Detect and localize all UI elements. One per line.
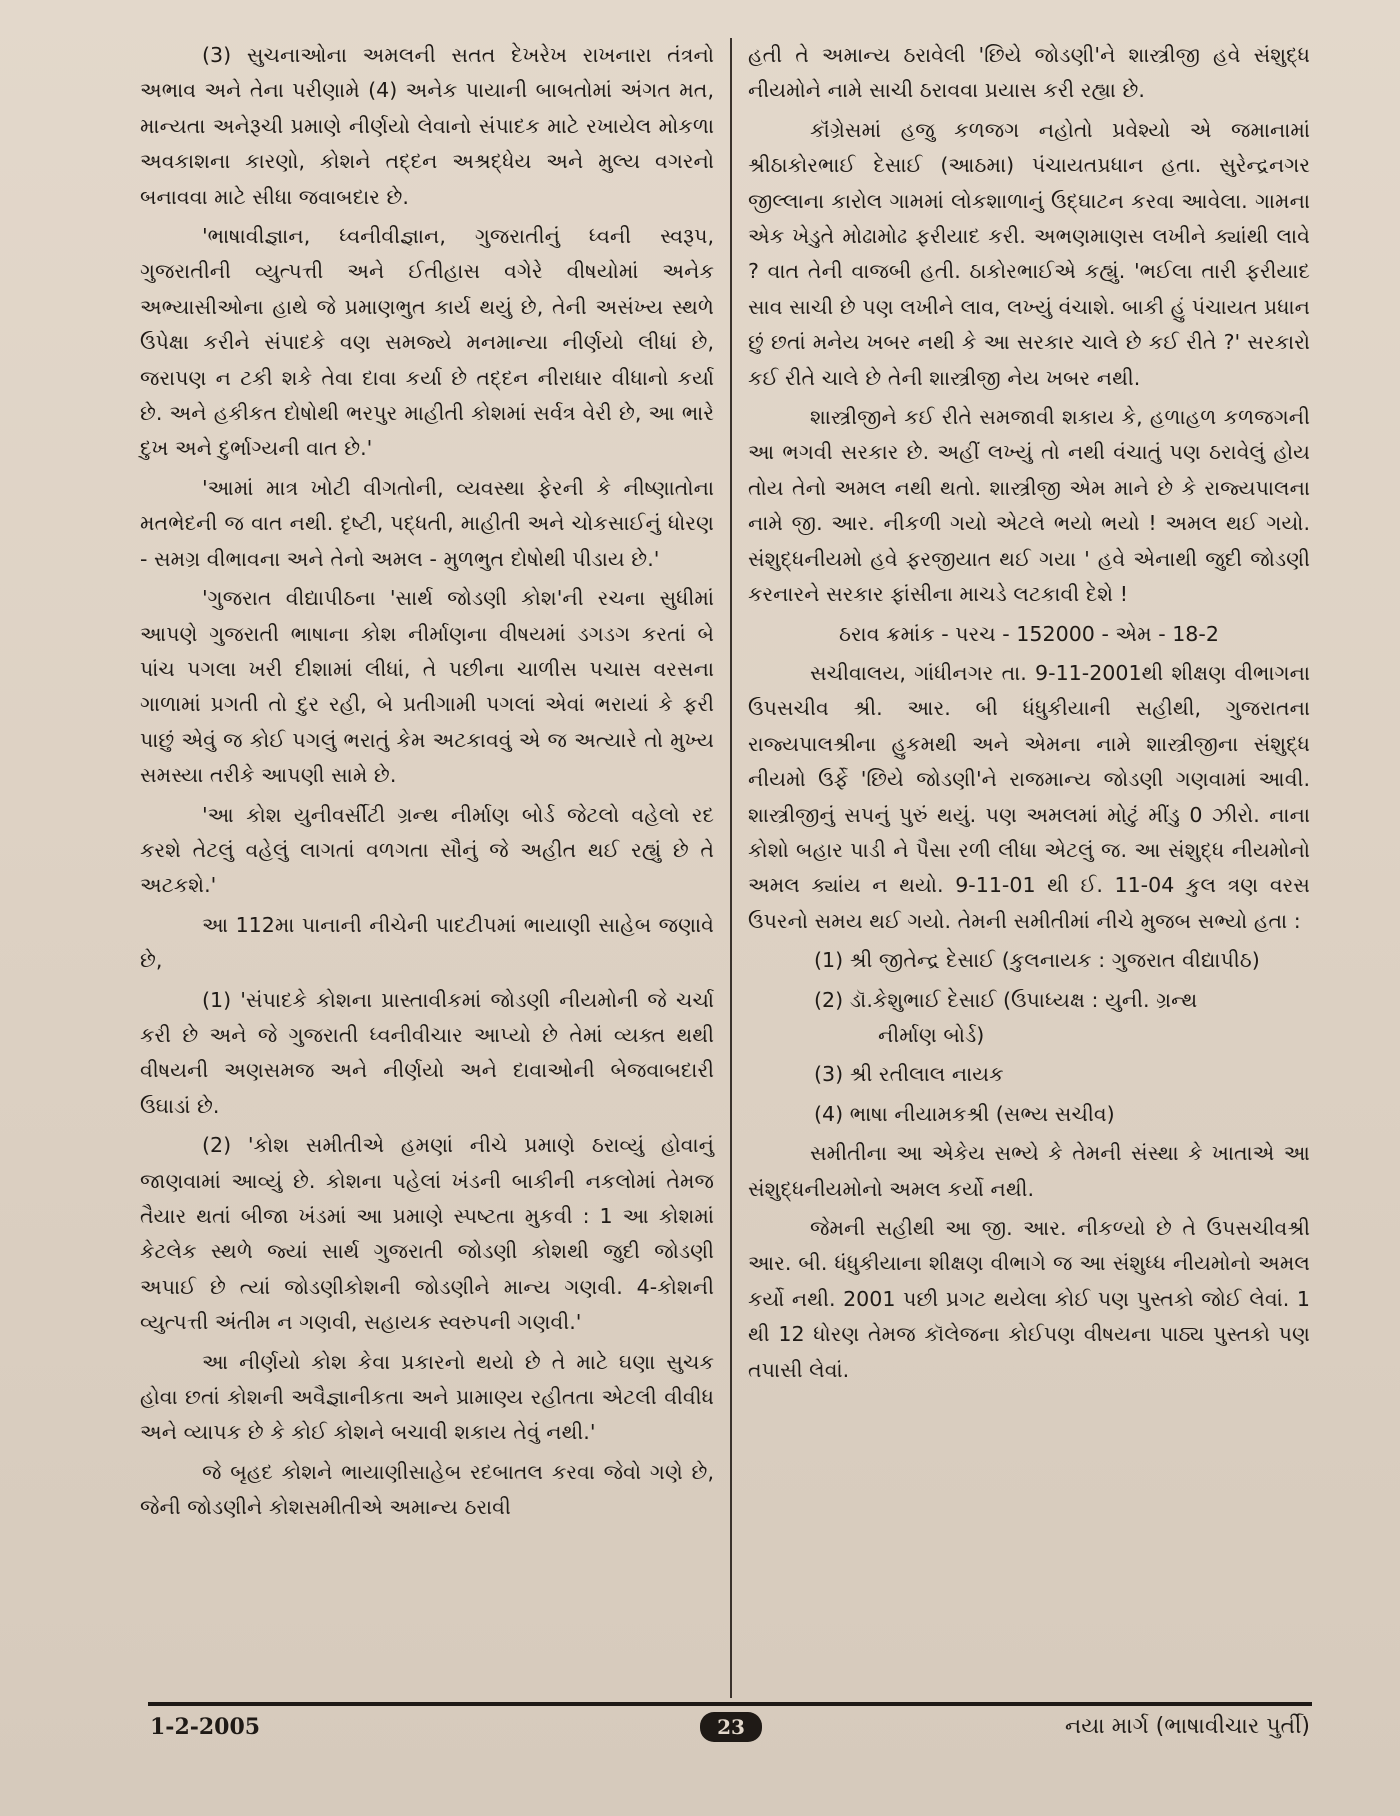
paragraph: 'ગુજરાત વીદ્યાપીઠના 'સાર્થ જોડણી કોશ'ની રચના સુધીમાં આપણે ગુજરાતી ભાષાના કોશ નીર્માણના વીષયમાં ડગડગ કરતાં બે પાંચ પગલા ખરી દીશામાં લીધાં, તે પછીના ચાળીસ પચાસ વરસના ગાળામાં પ્રગતી તો દુર રહી, બે પ્રતીગામી પગલાં એવાં ભરાયાં કે ફરી પાછું એવું જ કોઈ પગલું ભરાતું કેમ અટકાવવું એ જ અત્યારે તો મુખ્ય સમસ્યા તરીકે આપણી સામે છે.	[140, 586, 714, 788]
page-number-badge: 23	[700, 1712, 762, 1742]
committee-member: (1) શ્રી જીતેન્દ્ર દેસાઈ (કુલનાયક : ગુજરાત વીદ્યાપીઠ)	[814, 948, 1260, 973]
footer-rule	[148, 1702, 1312, 1706]
paragraph: સચીવાલય, ગાંધીનગર તા. 9-11-2001થી શીક્ષણ વીભાગના ઉપસચીવ શ્રી. આર. બી ધંધુકીયાની સહીથી, ગુજરાતના રાજ્યપાલશ્રીના હુકમથી અને એમના નામે શાસ્ત્રીજીના સંશુદ્ધ નીયમો ઉર્ફે 'છિયે જોડણી'ને રાજમાન્ય જોડણી ગણવામાં આવી. શાસ્ત્રીજીનું સપનું પુરું થયું. પણ અમલમાં મોટું મીંડુ 0 ઝીરો. નાના કોશો બહાર પાડી ને પૈસા રળી લીધા એટલું જ. આ સંશુદ્ધ નીયમોનો અમલ ક્યાંય ન થયો. 9-11-01 થી ઈ. 11-04 કુલ ત્રણ વરસ ઉપરનો સમય થઈ ગયો. તેમની સમીતીમાં નીચે મુજબ સભ્યો હતા :	[748, 660, 1310, 933]
committee-member-line: (2) ડૉ.કેશુભાઈ દેસાઈ (ઉપાધ્યક્ષ : યુની. ગ્રન્થ	[814, 987, 1198, 1012]
paragraph: હતી તે અમાન્ય ઠરાવેલી 'છિયે જોડણી'ને શાસ્ત્રીજી હવે સંશુદ્ધ નીયમોને નામે સાચી ઠરાવવા પ્રયાસ કરી રહ્યા છે.	[748, 43, 1310, 103]
paragraph: (3) સુચનાઓના અમલની સતત દેખરેખ રાખનારા તંત્રનો અભાવ અને તેના પરીણામે (4) અનેક પાયાની બાબતોમાં અંગત મત, માન્યતા અનેરૂચી પ્રમાણે નીર્ણયો લેવાનો સંપાદક માટે રખાયેલ મોકળા અવકાશના કારણો, કોશને તદ્દન અશ્રદ્ધેય અને મુલ્ય વગરનો બનાવવા માટે સીધા જવાબદાર છે.	[140, 43, 714, 209]
paragraph: જેમની સહીથી આ જી. આર. નીકળ્યો છે તે ઉપસચીવશ્રી આર. બી. ધંધુકીયાના શીક્ષણ વીભાગે જ આ સંશુધ્ધ નીયમોનો અમલ કર્યો નથી. 2001 પછી પ્રગટ થયેલા કોઈ પણ પુસ્તકો જોઈ લેવાં. 1 થી 12 ધોરણ તેમજ કૉલેજના કોઈપણ વીષયના પાઠ્ય પુસ્તકો પણ તપાસી લેવાં.	[748, 1216, 1310, 1382]
paragraph: આ નીર્ણયો કોશ કેવા પ્રકારનો થયો છે તે માટે ઘણા સુચક હોવા છતાં કોશની અવૈજ્ઞાનીકતા અને પ્રામાણ્ય રહીતતા એટલી વીવીધ અને વ્યાપક છે કે કોઈ કોશને બચાવી શકાય તેવું નથી.'	[140, 1349, 714, 1445]
paragraph: કૉંગ્રેસમાં હજુ કળજગ નહોતો પ્રવેશ્યો એ જમાનામાં શ્રીઠાકોરભાઈ દેસાઈ (આઠમા) પંચાયતપ્રધાન હતા. સુરેન્દ્રનગર જીલ્લાના કારોલ ગામમાં લોકશાળાનું ઉદ્ઘાટન કરવા આવેલા. ગામના એક ખેડુતે મોઢામોઢ ફરીયાદ કરી. અભણમાણસ લખીને ક્યાંથી લાવે ? વાત તેની વાજબી હતી. ઠાકોરભાઈએ કહ્યું. 'ભઈલા તારી ફરીયાદ સાવ સાચી છે પણ લખીને લાવ, લખ્યું વંચાશે. બાકી હું પંચાયત પ્રધાન છું છતાં મનેય ખબર નથી કે આ સરકાર ચાલે છે કઈ રીતે ?' સરકારો કઈ રીતે ચાલે છે તેની શાસ્ત્રીજી નેય ખબર નથી.	[748, 117, 1310, 390]
paragraph: 'આ કોશ યુનીવર્સીટી ગ્રન્થ નીર્માણ બોર્ડ જેટલો વહેલો રદ કરશે તેટલું વહેલું લાગતાં વળગતા સૌનું જે અહીત થઈ રહ્યું છે તે અટકશે.'	[140, 802, 714, 898]
resolution-number: ઠરાવ ક્રમાંક - પરચ - 152000 - એમ - 18-2	[839, 621, 1219, 646]
paragraph: સમીતીના આ એકેય સભ્યે કે તેમની સંસ્થા કે ખાતાએ આ સંશુદ્ધનીયમોનો અમલ કર્યો નથી.	[748, 1141, 1310, 1201]
paragraph: 'આમાં માત્ર ખોટી વીગતોની, વ્યવસ્થા ફેરની કે નીષ્ણાતોના મતભેદની જ વાત નથી. દૃષ્ટી, પદ્ધતી, માહીતી અને ચોકસાઈનું ધોરણ - સમગ્ર વીભાવના અને તેનો અમલ - મુળભુત દોષોથી પીડાય છે.'	[140, 475, 714, 571]
paragraph: જે બૃહદ કોશને ભાયાણીસાહેબ રદબાતલ કરવા જેવો ગણે છે, જેની જોડણીને કોશસમીતીએ અમાન્ય ઠરાવી	[140, 1459, 714, 1520]
paragraph: શાસ્ત્રીજીને કઈ રીતે સમજાવી શકાય કે, હળાહળ કળજગની આ ભગવી સરકાર છે. અહીં લખ્યું તો નથી વંચાતું પણ ઠરાવેલું હોય તોય તેનો અમલ નથી થતો. શાસ્ત્રીજી એમ માને છે કે રાજ્યપાલના નામે જી. આર. નીકળી ગયો એટલે ભયો ભયો ! અમલ થઈ ગયો. સંશુદ્ધનીયમો હવે ફરજીયાત થઈ ગયા ' હવે એનાથી જુદી જોડણી કરનારને સરકાર ફાંસીના માચડે લટકાવી દેશે !	[748, 405, 1310, 607]
footer-date: 1-2-2005	[150, 1714, 261, 1740]
publication-title: નયા માર્ગ (ભાષાવીચાર પુર્તી)	[1064, 1714, 1310, 1739]
column-divider	[730, 38, 732, 1698]
committee-member	[748, 983, 1310, 1054]
committee-member: (4) ભાષા નીયામકશ્રી (સભ્ય સચીવ)	[814, 1101, 1115, 1126]
paragraph: 'ભાષાવીજ્ઞાન, ધ્વનીવીજ્ઞાન, ગુજરાતીનું ધ્વની સ્વરૂપ, ગુજરાતીની વ્યુત્પત્તી અને ઈતીહાસ વગેરે વીષયોમાં અનેક અભ્યાસીઓના હાથે જે પ્રમાણભુત કાર્ય થયું છે, તેની અસંખ્ય સ્થળે ઉપેક્ષા કરીને સંપાદકે વણ સમજ્યે મનમાન્યા નીર્ણયો લીધાં છે, જરાપણ ન ટકી શકે તેવા દાવા કર્યા છે તદ્દન નીરાધાર વીધાનો કર્યા છે. અને હકીકત દોષોથી ભરપુર માહીતી કોશમાં સર્વત્ર વેરી છે, આ ભારે દુખ અને દુર્ભાગ્યની વાત છે.'	[140, 224, 714, 461]
committee-member: (3) શ્રી રતીલાલ નાયક	[814, 1062, 1004, 1087]
paragraph: (1) 'સંપાદકે કોશના પ્રાસ્તાવીકમાં જોડણી નીયમોની જે ચર્ચા કરી છે અને જે ગુજરાતી ધ્વનીવીચાર આપ્યો છે તેમાં વ્યક્ત થથી વીષયની અણસમજ અને નીર્ણયો અને દાવાઓની બેજવાબદારી ઉઘાડાં છે.	[140, 987, 714, 1118]
paragraph: આ 112મા પાનાની નીચેની પાદટીપમાં ભાયાણી સાહેબ જણાવે છે,	[140, 912, 714, 973]
committee-member-line: નીર્માણ બોર્ડ)	[878, 1022, 985, 1047]
paragraph: (2) 'કોશ સમીતીએ હમણાં નીચે પ્રમાણે ઠરાવ્યું હોવાનું જાણવામાં આવ્યું છે. કોશના પહેલાં ખંડની બાકીની નકલોમાં તેમજ તૈયાર થતાં બીજા ખંડમાં આ પ્રમાણે સ્પષ્ટતા મુકવી : 1 આ કોશમાં કેટલેક સ્થળે જ્યાં સાર્થ ગુજરાતી જોડણી કોશથી જુદી જોડણી અપાઈ છે ત્યાં જોડણીકોશની જોડણીને માન્ય ગણવી. 4-કોશની વ્યુત્પત્તી અંતીમ ન ગણવી, સહાયક સ્વરુપની ગણવી.'	[140, 1133, 714, 1335]
left-column	[140, 38, 714, 1530]
right-column	[748, 38, 1310, 1392]
